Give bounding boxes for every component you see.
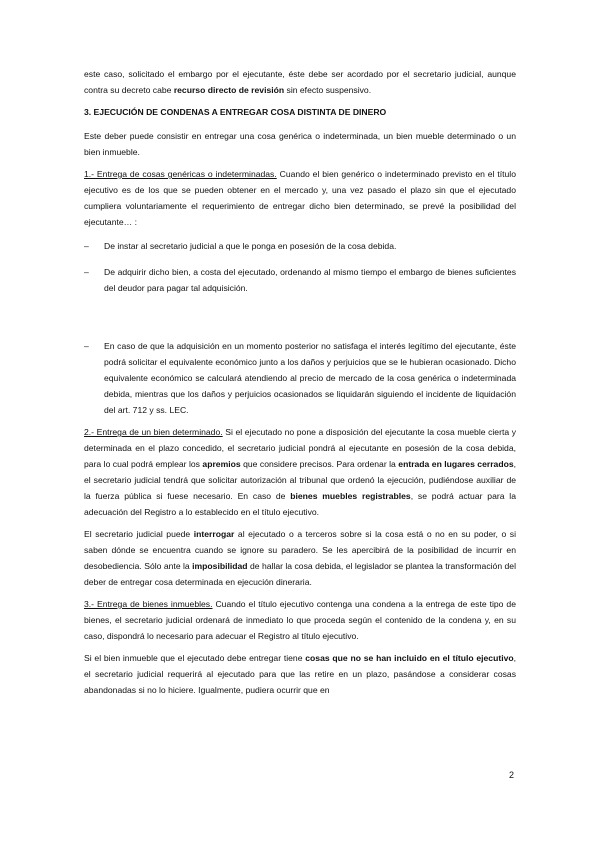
bold-term-entrada: entrada en lugares cerrados bbox=[398, 459, 514, 469]
page-number: 2 bbox=[508, 770, 514, 780]
dash-bullet: – bbox=[84, 267, 89, 277]
section-heading: 3. EJECUCIÓN DE CONDENAS A ENTREGAR COSA DISTINTA DE DINERO bbox=[84, 107, 387, 117]
subheading-genericas: 1.- Entrega de cosas genéricas o indeterminadas. bbox=[84, 169, 277, 179]
bold-term-recurso: recurso directo de revisión bbox=[173, 85, 285, 95]
list-item bbox=[84, 238, 516, 254]
list-item-text: En caso de que la adquisición en un momento posterior no satisfaga el interés legítimo del ejecutante, éste podrá solicitar el equivalente económico junto a los daños y perjuicios que se le hubieran ocasionado. Dicho equivalente económico se calculará atendiendo al precio de mercado de la cosa genérica o indeterminada debida, mientras que los daños y perjuicios ocasionados se liquidarán siguiendo el incidente de liquidación del art. 712 y ss. LEC. bbox=[104, 341, 516, 415]
text-run: Si el ejecutado no pone a disposición del ejecutante la cosa mueble cierta y determinada en el plazo concedido, el secretario judicial pondrá al ejecutante en posesión de la cosa debida, para lo cual podrá emplear los bbox=[84, 427, 517, 469]
text-run: El secretario judicial puede bbox=[84, 529, 194, 539]
list-item-text: De instar al secretario judicial a que le ponga en posesión de la cosa debida. bbox=[104, 241, 397, 251]
text-run: este caso, solicitado el embargo por el ejecutante, éste debe ser acordado por el secretario judicial, aunque contra su decreto cabe bbox=[84, 69, 516, 95]
paragraph-cosas-no-incluidas bbox=[84, 650, 516, 698]
text-run: Cuando el bien genérico o indeterminado previsto en el título ejecutivo es de los que se pueden obtener en el mercado y, una vez pasado el plazo sin que el ejecutado cumpliera voluntariamente el requerimiento de entregar dicho bien determinado, se prevé la posibilidad del ejecutante… : bbox=[84, 169, 516, 227]
text-run: , el secretario judicial requerirá al ejecutado para que las retire en un plazo, pasándose a considerar cosas abandonadas si no lo hiciere. Igualmente, pudiera ocurrir que en bbox=[84, 653, 516, 695]
bold-term-cosas: cosas que no se han incluido en el título ejecutivo bbox=[305, 653, 514, 663]
subheading-inmuebles: 3.- Entrega de bienes inmuebles. bbox=[84, 599, 213, 609]
list-item bbox=[84, 264, 516, 296]
text-run: , el secretario judicial tendrá que solicitar autorización al tribunal que ordenó la ejecución, pudiéndose auxiliar de la fuerza pública si fuese necesario. En caso de bbox=[84, 459, 517, 501]
list-item bbox=[84, 338, 516, 418]
bold-term-registrables: bienes muebles registrables bbox=[290, 491, 411, 501]
text-run: sin efecto suspensivo. bbox=[284, 85, 372, 95]
text-run: que considere precisos. Para ordenar la bbox=[240, 459, 399, 469]
paragraph-embargo bbox=[84, 66, 516, 98]
paragraph-bienes-inmuebles bbox=[84, 596, 516, 644]
text-run: de hallar la cosa debida, el legislador se plantea la transformación del deber de entregar cosa determinada en ejecución dineraria. bbox=[84, 561, 516, 587]
list-item-text: De adquirir dicho bien, a costa del ejecutado, ordenando al mismo tiempo el embargo de bienes suficientes del deudor para pagar tal adquisición. bbox=[104, 267, 516, 293]
paragraph-bien-determinado bbox=[84, 424, 516, 520]
paragraph-interrogar bbox=[84, 526, 516, 590]
dash-bullet: – bbox=[84, 241, 89, 251]
subheading-determinado: 2.- Entrega de un bien determinado. bbox=[84, 427, 223, 437]
bold-term-apremios: apremios bbox=[202, 459, 241, 469]
text-run: , se podrá actuar para la adecuación del Registro a lo establecido en el título ejecutivo. bbox=[84, 491, 516, 517]
paragraph-intro: Este deber puede consistir en entregar una cosa genérica o indeterminada, un bien mueble determinado o un bien inmueble. bbox=[84, 131, 516, 157]
text-run: Si el bien inmueble que el ejecutado debe entregar tiene bbox=[84, 653, 306, 663]
paragraph-cosas-genericas bbox=[84, 166, 516, 230]
dash-bullet: – bbox=[84, 341, 89, 351]
bold-term-interrogar: interrogar bbox=[193, 529, 235, 539]
document-page bbox=[84, 66, 516, 698]
text-run: al ejecutado o a terceros sobre si la cosa está o no en su poder, o si saben dónde se encuentra cuando se ignore su paradero. Se les apercibirá de la posibilidad de incurrir en desobediencia. Sólo ante la bbox=[84, 529, 516, 571]
bold-term-imposibilidad: imposibilidad bbox=[192, 561, 248, 571]
text-run: Cuando el título ejecutivo contenga una condena a la entrega de este tipo de bienes, el secretario judicial ordenará de inmediato lo que proceda según el contenido de la condena y, en su caso, dispondrá lo necesario para adecuar el Registro al título ejecutivo. bbox=[84, 599, 516, 641]
